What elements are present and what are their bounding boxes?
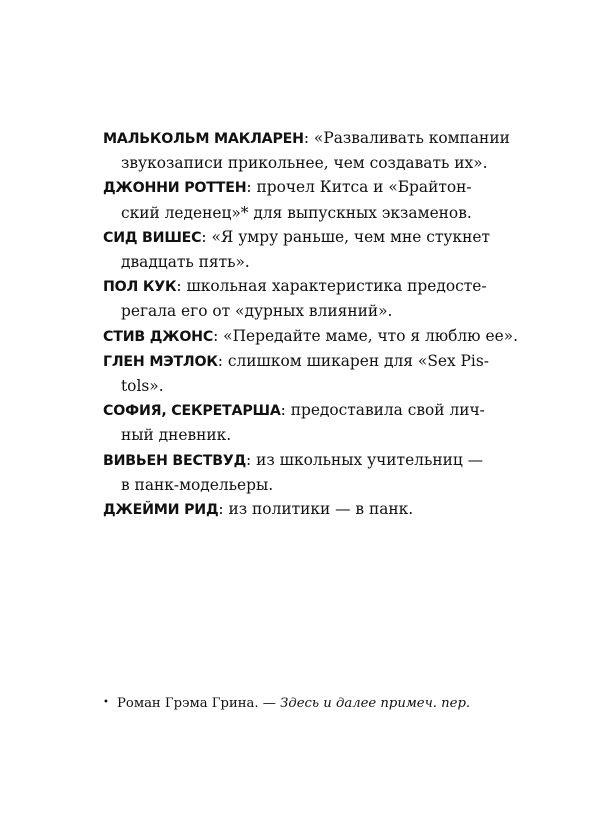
entry-steve-jones xyxy=(103,324,543,349)
entry-johnny-rotten xyxy=(103,175,543,224)
footnote-translator-note: Здесь и далее примеч. пер. xyxy=(280,696,471,711)
entry-name: ПОЛ КУК xyxy=(103,279,177,296)
entry-text-continued: tols». xyxy=(121,377,164,396)
footnote xyxy=(103,694,543,713)
footnote-marker: • xyxy=(103,697,109,708)
entry-vivienne-westwood xyxy=(103,448,543,497)
entry-glen-matlock xyxy=(103,349,543,398)
entry-text-continued: в панк-модельеры. xyxy=(121,475,274,494)
entry-text-continued: двадцать пять». xyxy=(121,253,250,272)
entry-text: : слишком шикарен для «Sex Pis- xyxy=(217,351,489,370)
entry-jamie-reid xyxy=(103,497,543,522)
entry-name: СОФИЯ, СЕКРЕТАРША xyxy=(103,403,281,420)
entry-name: ВИВЬЕН ВЕСТВУД xyxy=(103,452,247,469)
entry-text: : школьная характеристика предосте- xyxy=(176,277,487,296)
entry-name: МАЛЬКОЛЬМ МАКЛАРЕН xyxy=(103,131,304,147)
entry-name: ДЖЕЙМИ РИД xyxy=(103,502,219,519)
entry-name: ГЛЕН МЭТЛОК xyxy=(103,353,218,370)
entry-paul-cook xyxy=(103,274,543,323)
entry-text-continued: ский леденец»* для выпускных экзаменов. xyxy=(121,203,472,222)
entry-text-continued: регала его от «дурных влияний». xyxy=(121,302,393,321)
entry-text: : из политики — в панк. xyxy=(218,500,414,519)
entry-name: СТИВ ДЖОНС xyxy=(103,328,214,345)
entry-text: : прочел Китса и «Брайтон- xyxy=(246,178,472,197)
entry-text: : «Передайте маме, что я люблю ее». xyxy=(213,326,518,345)
entry-sid-vicious xyxy=(103,225,543,274)
credits-list xyxy=(103,126,543,522)
entry-text-continued: звукозаписи прикольнее, чем создавать их». xyxy=(121,154,488,173)
entry-text: : «Я умру раньше, чем мне стукнет xyxy=(201,227,490,246)
footnote-text: Роман Грэма Грина. — xyxy=(117,696,281,711)
entry-malcolm-mclaren xyxy=(103,126,543,175)
entry-name: СИД ВИШЕС xyxy=(103,229,202,246)
entry-text: : «Разваливать компании xyxy=(303,129,510,147)
entry-text: : из школьных учительниц — xyxy=(246,450,484,469)
entry-text-continued: ный дневник. xyxy=(121,426,232,445)
entry-text: : предоставила свой лич- xyxy=(280,401,485,420)
entry-sophie-secretary xyxy=(103,398,543,447)
entry-name: ДЖОННИ РОТТЕН xyxy=(103,180,247,197)
